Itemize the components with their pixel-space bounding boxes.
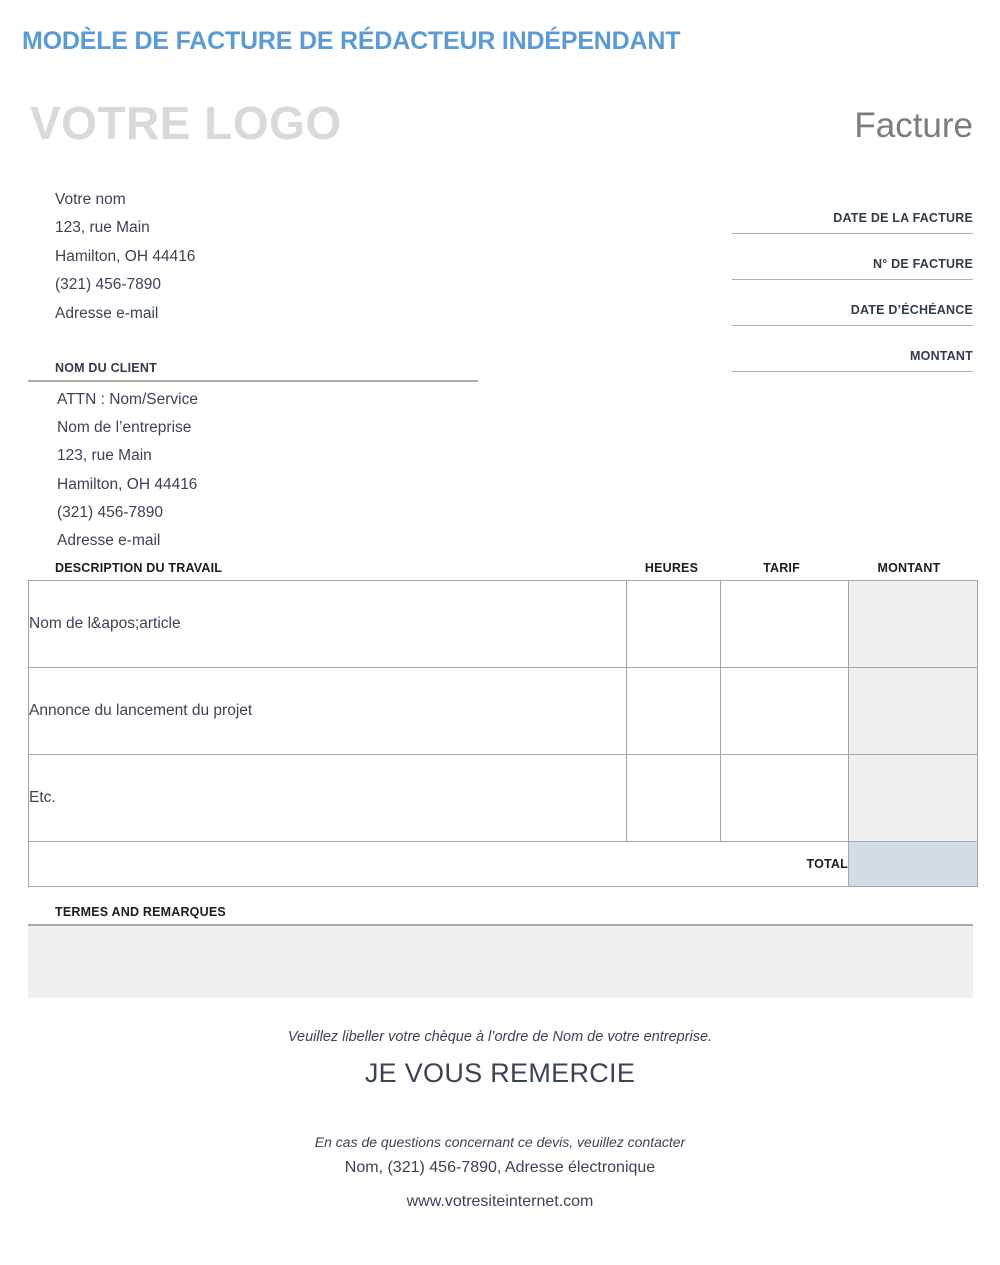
items-table: [28, 580, 978, 887]
column-header-rate: TARIF: [763, 561, 800, 575]
page-title: MODÈLE DE FACTURE DE RÉDACTEUR INDÉPENDANT: [22, 27, 681, 55]
cell-description[interactable]: Nom de l&apos;article: [29, 581, 627, 668]
column-header-amount: MONTANT: [877, 561, 941, 575]
website-text: www.votresiteinternet.com: [406, 1193, 594, 1210]
cell-description[interactable]: Etc.: [29, 755, 627, 842]
client-section-heading: NOM DU CLIENT: [55, 361, 157, 375]
thank-you-heading: JE VOUS REMERCIE: [364, 1058, 636, 1088]
cell-hours[interactable]: [627, 668, 721, 755]
sender-line: Hamilton, OH 44416: [55, 247, 196, 265]
meta-field-due-date[interactable]: [732, 280, 973, 326]
cell-rate[interactable]: [721, 581, 849, 668]
logo-placeholder: VOTRE LOGO: [30, 97, 342, 149]
cell-rate[interactable]: [721, 668, 849, 755]
sender-line: (321) 456-7890: [55, 276, 161, 294]
client-line: ATTN : Nom/Service: [57, 391, 198, 408]
cell-amount[interactable]: [849, 668, 978, 755]
sender-address-block: [55, 186, 195, 328]
meta-label: N° DE FACTURE: [873, 257, 973, 271]
meta-label: DATE DE LA FACTURE: [833, 211, 973, 225]
contact-details-text: Nom, (321) 456-7890, Adresse électronique: [344, 1159, 656, 1176]
payment-instruction-note: Veuillez libeller votre chèque à l’ordre de Nom de votre entreprise.: [287, 1029, 713, 1045]
sender-line: Votre nom: [55, 191, 126, 208]
meta-field-amount[interactable]: [732, 326, 973, 372]
meta-label: DATE D’ÉCHÉANCE: [850, 303, 973, 317]
total-label: TOTAL: [29, 842, 849, 887]
cell-rate[interactable]: [721, 755, 849, 842]
client-address-block: [57, 386, 198, 555]
contact-intro-text: En cas de questions concernant ce devis, veuillez contacter: [314, 1134, 686, 1150]
cell-hours[interactable]: [627, 755, 721, 842]
sender-line: Adresse e-mail: [55, 304, 159, 322]
invoice-meta-block: [732, 188, 973, 372]
cell-amount[interactable]: [849, 581, 978, 668]
terms-input-area[interactable]: [28, 926, 973, 998]
document-type-heading: Facture: [854, 106, 973, 145]
client-section-divider: [28, 380, 478, 382]
cell-hours[interactable]: [627, 581, 721, 668]
sender-line: 123, rue Main: [55, 219, 150, 237]
terms-section-heading: TERMES AND REMARQUES: [55, 905, 226, 919]
meta-label: MONTANT: [910, 349, 973, 363]
table-row: [29, 581, 978, 668]
total-amount-cell[interactable]: [849, 842, 978, 887]
meta-field-invoice-number[interactable]: [732, 234, 973, 280]
client-line: 123, rue Main: [57, 447, 152, 465]
table-row: [29, 755, 978, 842]
client-line: Hamilton, OH 44416: [57, 475, 198, 493]
items-table-header: [28, 561, 973, 579]
table-row: [29, 668, 978, 755]
cell-description[interactable]: Annonce du lancement du projet: [29, 668, 627, 755]
total-row: [29, 842, 978, 887]
column-header-hours: HEURES: [644, 561, 699, 575]
cell-amount[interactable]: [849, 755, 978, 842]
meta-field-invoice-date[interactable]: [732, 188, 973, 234]
client-line: Adresse e-mail: [57, 532, 161, 550]
column-header-description: DESCRIPTION DU TRAVAIL: [55, 561, 223, 575]
meta-underline: [732, 371, 973, 372]
client-line: (321) 456-7890: [57, 503, 163, 521]
client-line: Nom de l’entreprise: [57, 419, 192, 437]
